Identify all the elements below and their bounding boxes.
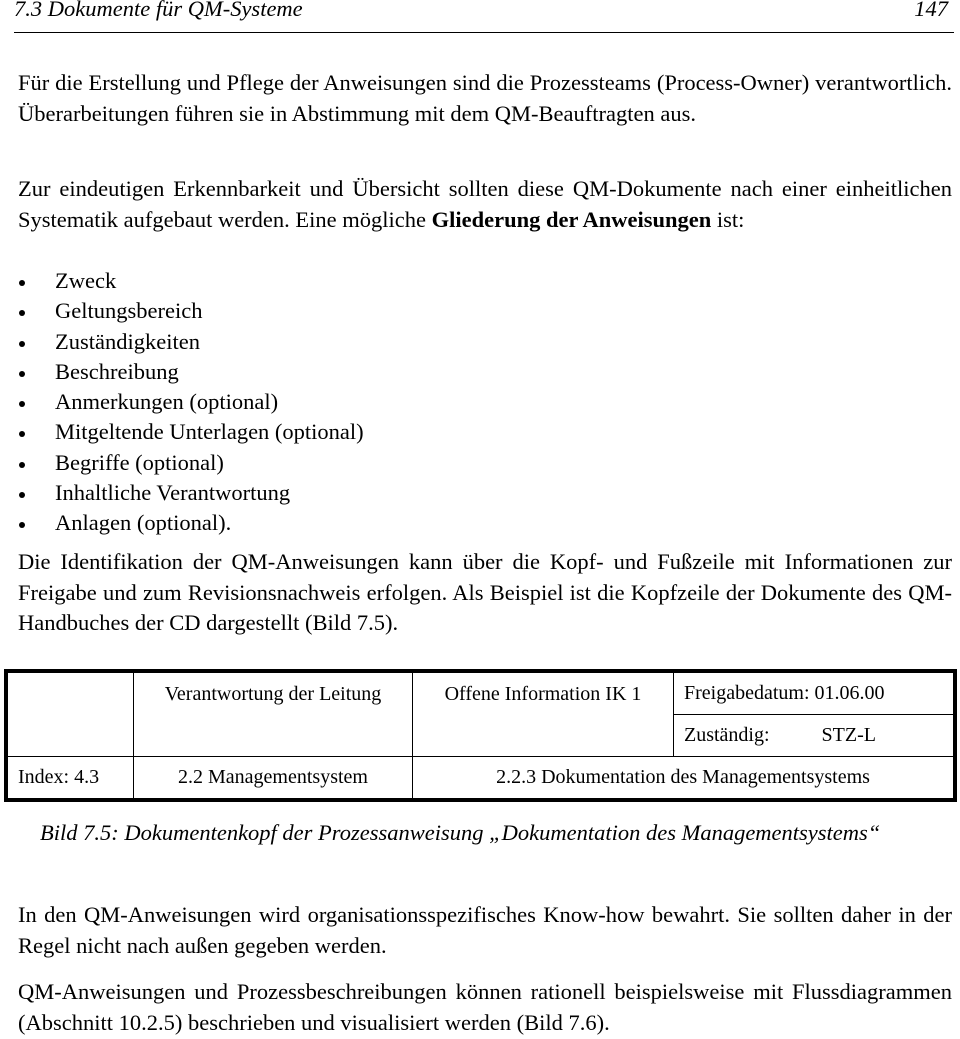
list-item: Mitgeltende Unterlagen (optional) (18, 417, 364, 447)
cell-subsection: 2.2.3 Dokumentation des Managementsystems (413, 757, 956, 801)
paragraph-3: Die Identifikation der QM-Anweisungen kann über die Kopf- und Fußzeile mit Informationen zur Freigabe und zum Revisionsnachweis erfolgen. Als Beispiel ist die Kopfzeile der Dokumente des QM-Handbuches der CD dargestellt (Bild 7.5). (18, 549, 952, 635)
value: STZ-L (821, 724, 876, 746)
paragraph-2 (18, 174, 952, 235)
list-item: Zweck (18, 266, 364, 296)
paragraph-1: Für die Erstellung und Pflege der Anweisungen sind die Prozessteams (Process-Owner) verantwortlich. Überarbeitungen führen sie in Abstimmung mit dem QM-Beauftragten aus. (18, 70, 952, 126)
label: Zuständig: (684, 724, 770, 746)
paragraph-5: QM-Anweisungen und Prozessbeschreibungen können rationell beispielsweise mit Flussdiagrammen (Abschnitt 10.2.5) beschrieben und visualisiert werden (Bild 7.6). (18, 979, 952, 1035)
list-item: Geltungsbereich (18, 296, 364, 326)
empty-cell (6, 671, 134, 757)
structure-list (18, 266, 364, 539)
header-title: 7.3 Dokumente für QM-Systeme (14, 0, 303, 21)
paragraph-4: In den QM-Anweisungen wird organisationsspezifisches Know-how bewahrt. Sie sollten daher in der Regel nicht nach außen gegeben werden. (18, 902, 952, 958)
text: ist: (711, 206, 745, 232)
list-item: Beschreibung (18, 357, 364, 387)
page-number: 147 (914, 0, 948, 21)
bold-term: Gliederung der Anweisungen (431, 206, 712, 232)
list-item: Anmerkungen (optional) (18, 387, 364, 417)
cell-responsibility: Verantwortung der Leitung (134, 671, 413, 757)
cell-section: 2.2 Managementsystem (134, 757, 413, 801)
figure-caption: Bild 7.5: Dokumentenkopf der Prozessanweisung „Dokumentation des Managementsystems“ (40, 820, 881, 845)
list-item: Begriffe (optional) (18, 448, 364, 478)
text: Zur eindeutigen Erkennbarkeit und Übersicht sollten diese QM-Dokumente nach einer einheitlichen Systematik aufgebaut werden. Eine mögliche (18, 176, 952, 232)
cell-release-date: Freigabedatum: 01.06.00 (674, 671, 956, 715)
cell-responsible (674, 715, 956, 757)
cell-info: Offene Information IK 1 (413, 671, 674, 757)
list-item: Inhaltliche Verantwortung (18, 478, 364, 508)
document-header-table (4, 669, 957, 802)
running-header (14, 0, 954, 33)
list-item: Anlagen (optional). (18, 508, 364, 538)
list-item: Zuständigkeiten (18, 327, 364, 357)
cell-index: Index: 4.3 (6, 757, 134, 801)
